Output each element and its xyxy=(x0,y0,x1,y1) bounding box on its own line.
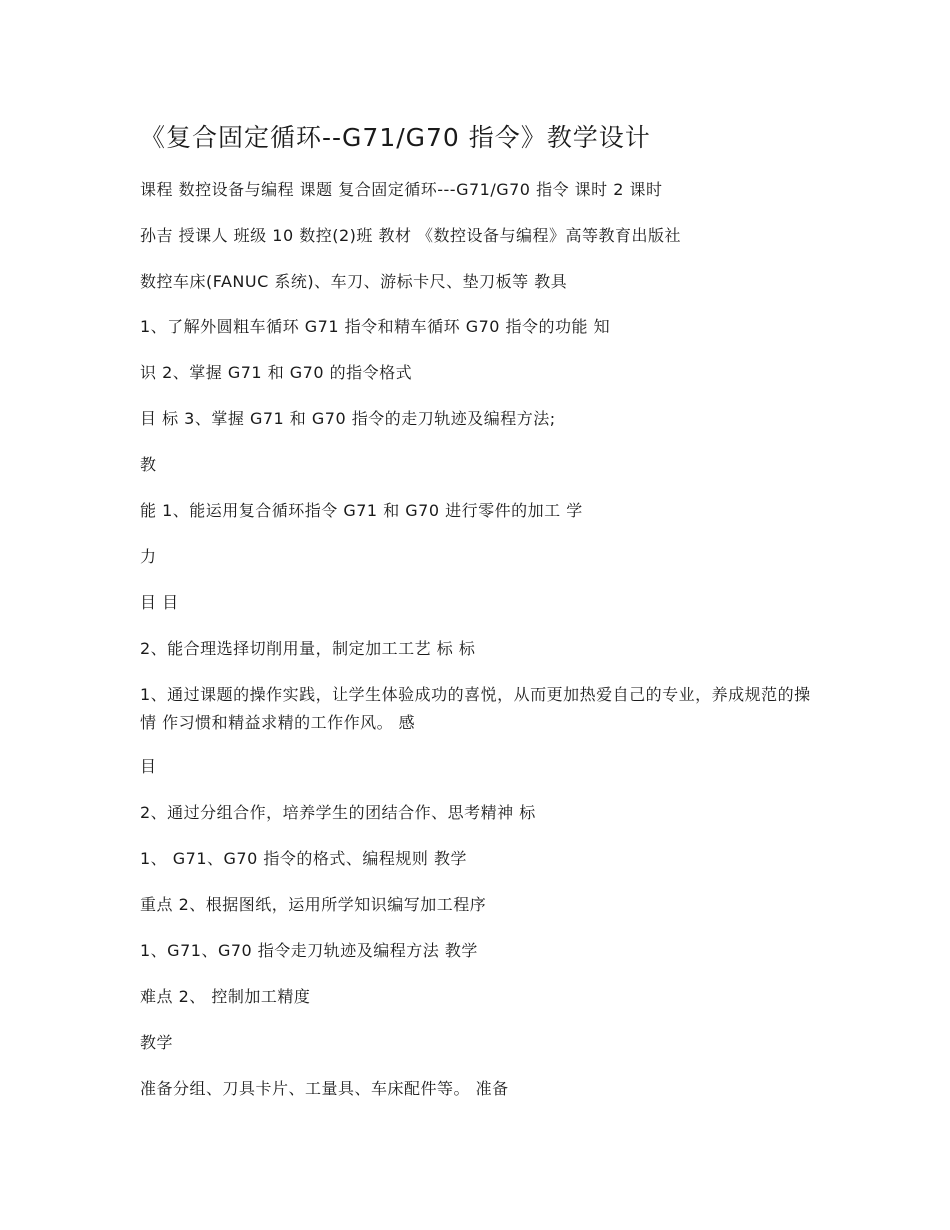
text-line-emotion-goal-2: 2、通过分组合作，培养学生的团结合作、思考精神 标 xyxy=(140,803,536,822)
text-line-preparation: 准备分组、刀具卡片、工量具、车床配件等。 准备 xyxy=(140,1079,509,1098)
text-line-key-point-1: 1、 G71、G70 指令的格式、编程规则 教学 xyxy=(140,849,467,868)
text-line-label-target: 目 目 xyxy=(140,593,179,612)
text-line-key-point-2: 重点 2、根据图纸，运用所学知识编写加工程序 xyxy=(140,895,487,914)
text-line-difficulty-2: 难点 2、 控制加工精度 xyxy=(140,987,311,1006)
text-line-course-info: 课程 数控设备与编程 课题 复合固定循环---G71/G70 指令 课时 2 课时 xyxy=(140,180,663,199)
text-line-knowledge-goal-3: 目 标 3、掌握 G71 和 G70 指令的走刀轨迹及编程方法; xyxy=(140,409,556,428)
text-line-ability-goal-2: 2、能合理选择切削用量，制定加工工艺 标 标 xyxy=(140,639,476,658)
text-line-teacher-info: 孙吉 授课人 班级 10 数控(2)班 教材 《数控设备与编程》高等教育出版社 xyxy=(140,226,682,245)
text-line-label-teach: 教 xyxy=(140,455,157,474)
text-line-knowledge-goal-1: 1、了解外圆粗车循环 G71 指令和精车循环 G70 指令的功能 知 xyxy=(140,317,611,336)
text-line-ability-goal-1: 能 1、能运用复合循环指令 G71 和 G70 进行零件的加工 学 xyxy=(140,501,583,520)
text-line-label-goal: 目 xyxy=(140,757,157,776)
document-title: 《复合固定循环--G71/G70 指令》教学设计 xyxy=(140,123,651,152)
text-line-difficulty-1: 1、G71、G70 指令走刀轨迹及编程方法 教学 xyxy=(140,941,478,960)
text-line-label-teaching: 教学 xyxy=(140,1033,174,1052)
text-line-teaching-aids: 数控车床(FANUC 系统)、车刀、游标卡尺、垫刀板等 教具 xyxy=(140,272,568,291)
text-paragraph-emotion-goal-1: 1、通过课题的操作实践，让学生体验成功的喜悦，从而更加热爱自己的专业，养成规范的操情 作习惯和精益求精的工作作风。 感 xyxy=(140,685,811,732)
text-line-label-ability: 力 xyxy=(140,547,157,566)
text-line-knowledge-goal-2: 识 2、掌握 G71 和 G70 的指令格式 xyxy=(140,363,413,382)
